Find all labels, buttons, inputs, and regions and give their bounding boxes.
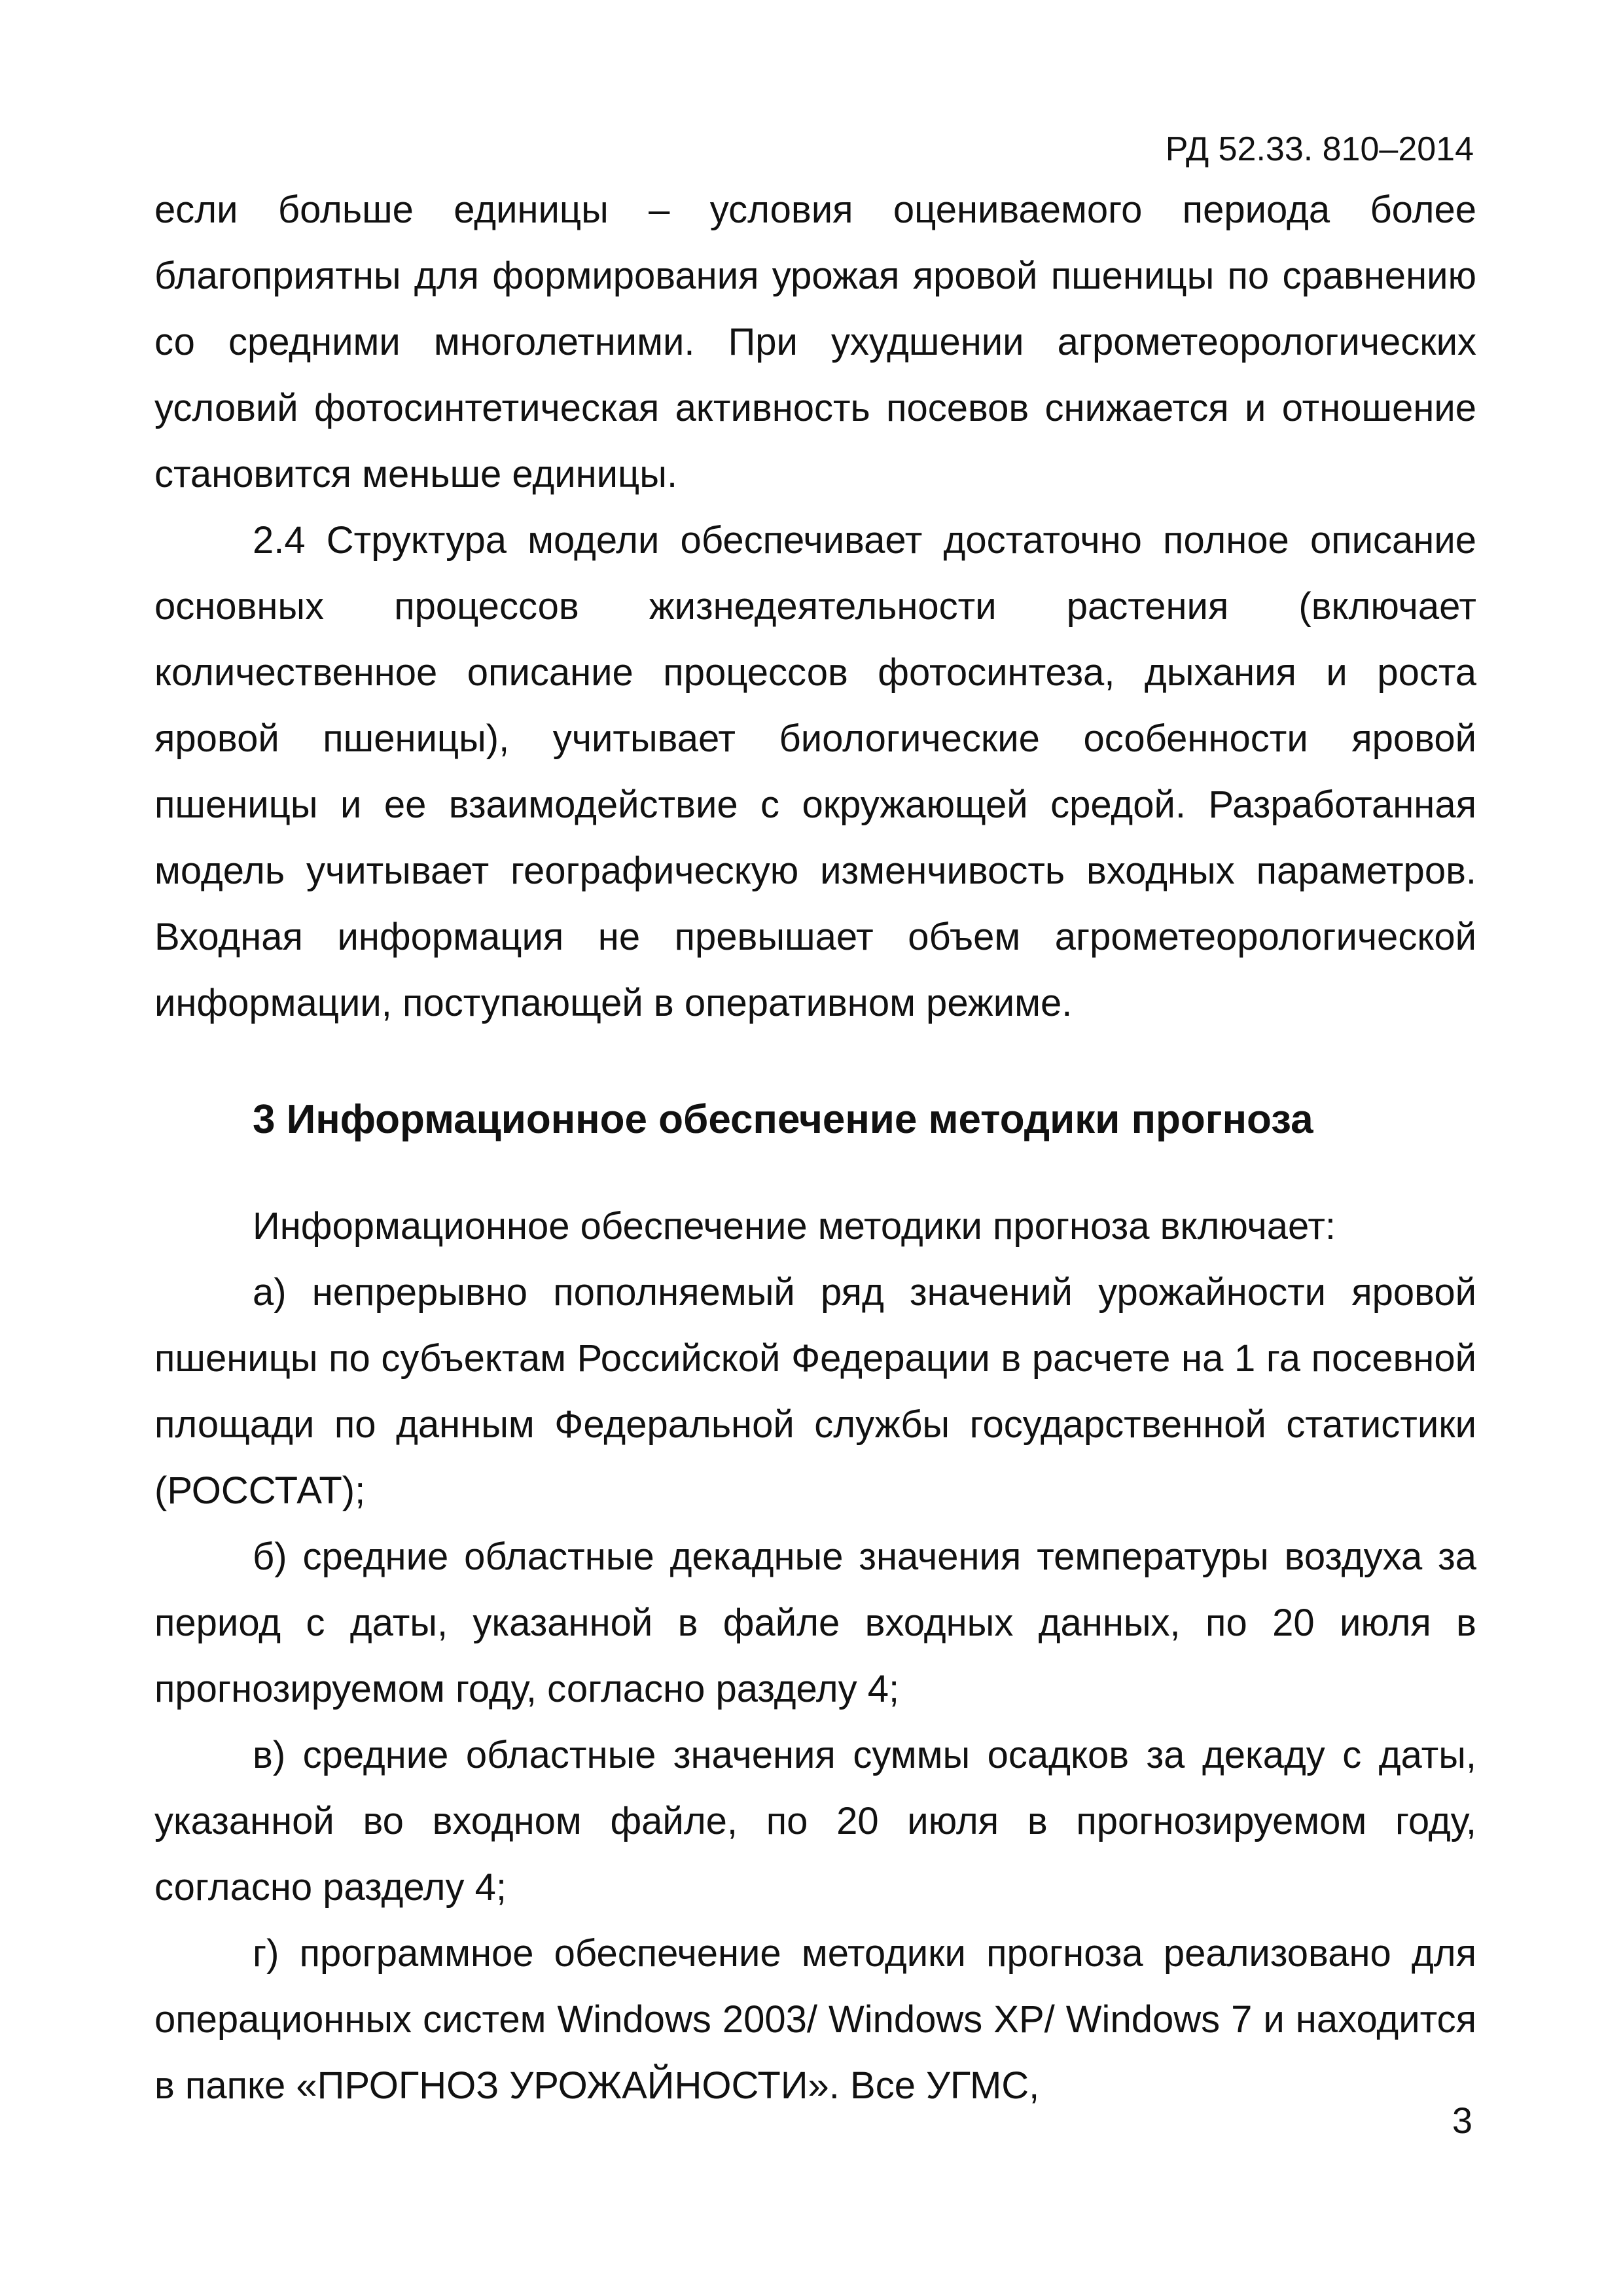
document-code: РД 52.33. 810–2014	[1165, 130, 1474, 168]
section-heading: 3 Информационное обеспечение методики прогноза	[253, 1097, 1313, 1142]
list-item-b: б) средние областные декадные значения температуры воздуха за период с даты, указанной в файле входных данных, по 20 июля в прогнозируемом году, согласно разделу 4;	[154, 1535, 1476, 1710]
section-intro: Информационное обеспечение методики прогноза включает:	[253, 1205, 1336, 1247]
list-item-a: а) непрерывно пополняемый ряд значений урожайности яровой пшеницы по субъектам Российской Федерации в расчете на 1 га посевной площади по данным Федеральной службы государственной статистики (РОССТАТ);	[154, 1271, 1476, 1512]
document-body	[154, 177, 1476, 2119]
paragraph-continuation: если больше единицы – условия оцениваемого периода более благоприятны для формирования урожая яровой пшеницы по сравнению со средними многолетними. При ухудшении агрометеорологических условий фотосинтетическая активность посевов снижается и отношение становится меньше единицы.	[154, 188, 1476, 495]
list-item-v: в) средние областные значения суммы осадков за декаду с даты, указанной во входном файле, по 20 июля в прогнозируемом году, согласно разделу 4;	[154, 1734, 1476, 1909]
list-item-g: г) программное обеспечение методики прогноза реализовано для операционных систем Windows 2003/ Windows XP/ Windows 7 и находится в папке «ПРОГНОЗ УРОЖАЙНОСТИ». Все УГМС,	[154, 1932, 1476, 2107]
paragraph-2-4: 2.4 Структура модели обеспечивает достаточно полное описание основных процессов жизнедеятельности растения (включает количественное описание процессов фотосинтеза, дыхания и роста яровой пшеницы), учитывает биологические особенности яровой пшеницы и ее взаимодействие с окружающей средой. Разработанная модель учитывает географическую изменчивость входных параметров. Входная информация не превышает объем агрометеорологической информации, поступающей в оперативном режиме.	[154, 519, 1476, 1024]
page-number: 3	[1452, 2100, 1472, 2141]
